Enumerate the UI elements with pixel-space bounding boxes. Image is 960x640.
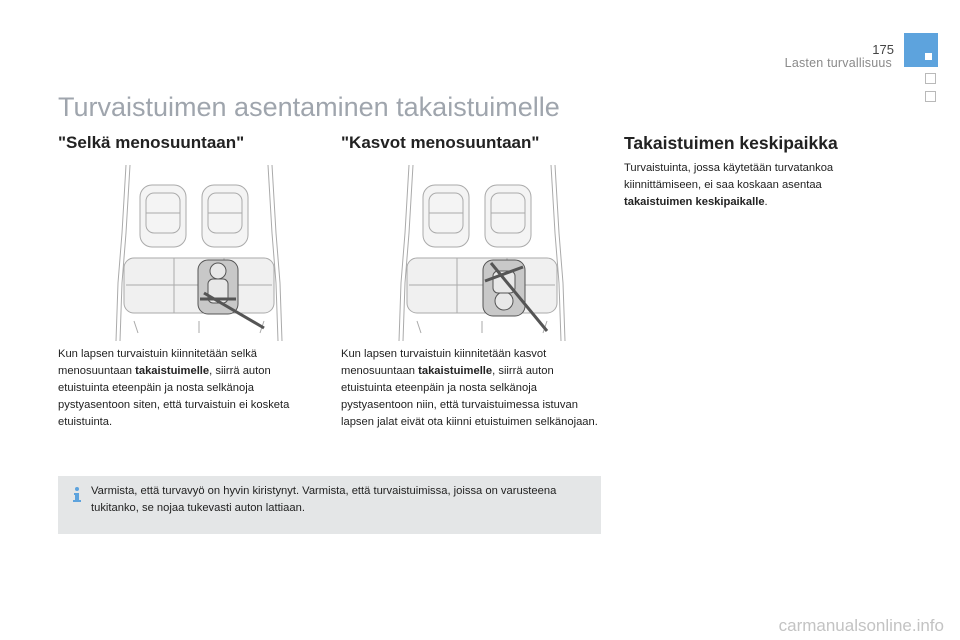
tab-square-icon <box>925 53 932 60</box>
heading-rear-facing: "Selkä menosuuntaan" <box>58 133 245 152</box>
info-box <box>58 476 601 534</box>
info-text: Varmista, että turvavyö on hyvin kiristynyt. Varmista, että turvaistuimissa, joissa on varusteena tukitanko, se nojaa tukevasti auton lattiaan. <box>91 485 557 514</box>
paragraph-rear-facing: Kun lapsen turvaistuin kiinnitetään selkä menosuuntaan takaistuimelle, siirrä auton etuistuinta eteenpäin ja nosta selkänoja pystyasentoon siten, että turvaistuin ei kosketa etuistuinta. <box>58 348 290 428</box>
heading-center-seat: Takaistuimen keskipaikka <box>624 133 838 153</box>
chapter-tab-active[interactable] <box>904 33 938 67</box>
chapter-tab[interactable] <box>925 73 936 84</box>
paragraph-forward-facing: Kun lapsen turvaistuin kiinnitetään kasvot menosuuntaan takaistuimelle, siirrä auton etuistuinta eteenpäin ja nosta selkänoja pystyasentoon niin, että turvaistuimessa istuvan lapsen jalat eivät ota kiinni etuistuimen selkänojaan. <box>341 348 598 428</box>
chapter-title: Lasten turvallisuus <box>784 56 892 70</box>
rear-facing-seat-illustration <box>104 163 294 341</box>
page-title: Turvaistuimen asentaminen takaistuimelle <box>58 92 560 122</box>
forward-facing-seat-illustration <box>387 163 577 341</box>
watermark: carmanualsonline.info <box>778 616 944 635</box>
page-number: 175 <box>872 42 894 57</box>
paragraph-center-seat: Turvaistuinta, jossa käytetään turvatankoa kiinnittämiseen, ei saa koskaan asentaa takaistuimen keskipaikalle. <box>624 162 834 208</box>
heading-forward-facing: "Kasvot menosuuntaan" <box>341 133 540 152</box>
chapter-tab[interactable] <box>925 91 936 102</box>
info-icon <box>70 486 84 502</box>
